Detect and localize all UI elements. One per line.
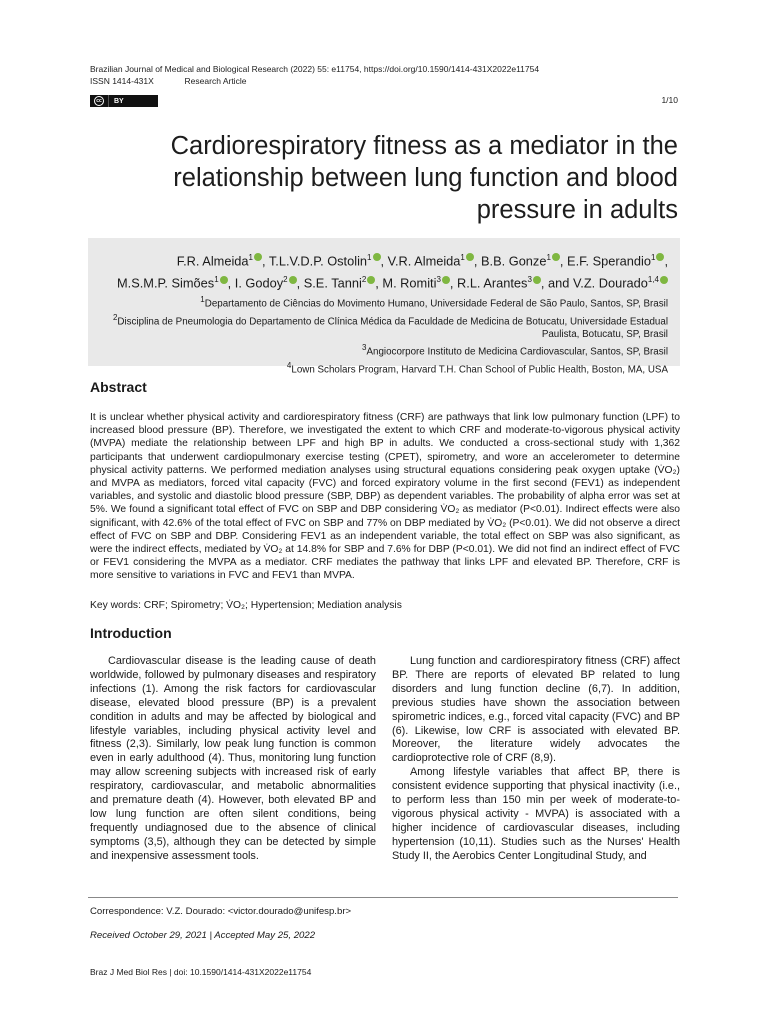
author-affiliation-sup: 1 <box>248 253 253 262</box>
author-affiliation-sup: 3 <box>436 275 441 285</box>
author-separator: , <box>559 253 568 269</box>
author-name[interactable]: V.R. Almeida <box>387 253 461 269</box>
author-separator: , <box>540 275 549 291</box>
orcid-icon[interactable] <box>552 253 560 261</box>
cc-icon: cc <box>94 96 104 106</box>
author-name[interactable]: S.E. Tanni <box>303 275 362 291</box>
affiliation-number: 3 <box>362 343 367 353</box>
author-separator: , <box>296 275 304 291</box>
cc-by-license-badge[interactable] <box>90 89 158 107</box>
author-name[interactable]: V.Z. Dourado <box>572 275 648 291</box>
author-name[interactable]: M.S.M.P. Simões <box>116 275 215 291</box>
affiliation-number: 4 <box>286 360 292 370</box>
intro-paragraph: Among lifestyle variables that affect BP, there is consistent evidence supporting that physical inactivity (i.e., to perform less than 150 min per week of moderate-to-vigorous physical activity - MVPA) is associated with a higher incidence of cardiovascular diseases, including hypertension (10,11). Studies such as the Nurses' Health Study II, the Aerobics Center Longitudinal Study, and <box>392 766 680 862</box>
author-list <box>88 248 668 293</box>
author-name[interactable]: F.R. Almeida <box>176 253 249 269</box>
affiliation <box>88 293 668 311</box>
author-affiliation-sup: 3 <box>527 275 532 285</box>
affiliation-number: 1 <box>200 295 205 304</box>
orcid-icon[interactable] <box>533 276 541 284</box>
author-separator: , <box>261 253 269 269</box>
author-name[interactable]: B.B. Gonze <box>481 253 547 269</box>
keywords: Key words: CRF; Spirometry; V̇O₂; Hypertension; Mediation analysis <box>90 600 402 611</box>
article-title: Cardiorespiratory fitness as a mediator in the relationship between lung function and blood pressure in adults <box>170 132 678 224</box>
and-word: and <box>548 275 573 291</box>
orcid-icon[interactable] <box>254 253 262 261</box>
license-by-label: BY <box>114 97 124 105</box>
author-affiliation-sup: 1 <box>650 253 656 262</box>
correspondence: Correspondence: V.Z. Dourado: <victor.dourado@unifesp.br> <box>90 906 352 917</box>
orcid-icon[interactable] <box>289 276 297 284</box>
author-affiliation-sup: 1 <box>546 253 551 262</box>
affiliation <box>88 341 668 359</box>
author-affiliation-sup: 1,4 <box>647 275 659 285</box>
article-type: Research Article <box>184 76 247 86</box>
received-accepted-dates: Received October 29, 2021 | Accepted May 25, 2022 <box>90 930 316 941</box>
affiliation-text: Disciplina de Pneumologia do Departamento de Clínica Médica da Faculdade de Medicina de Botucatu, Universidade Estadual Paulista, Botucatu, SP, Brasil <box>117 315 668 341</box>
affiliation <box>88 311 668 342</box>
author-separator: , <box>664 253 668 269</box>
author-name[interactable]: R.L. Arantes <box>457 275 528 291</box>
author-separator: , <box>449 275 458 291</box>
orcid-icon[interactable] <box>373 253 381 261</box>
author-separator: , <box>380 253 388 269</box>
orcid-icon[interactable] <box>466 253 474 261</box>
author-name[interactable]: M. Romiti <box>382 275 437 291</box>
author-affiliation-sup: 2 <box>283 275 288 285</box>
affiliation-number: 2 <box>112 312 118 322</box>
affiliation-text: Angiocorpore Instituto de Medicina Cardiovascular, Santos, SP, Brasil <box>366 346 668 358</box>
affiliation-text: Lown Scholars Program, Harvard T.H. Chan School of Public Health, Boston, MA, USA <box>291 364 668 376</box>
journal-citation-line: Brazilian Journal of Medical and Biological Research (2022) 55: e11754, https://doi.org/10.1590/1414-431X2022e11754 <box>90 64 540 74</box>
issn: ISSN 1414-431X <box>90 76 154 86</box>
author-affiliation-sup: 1 <box>367 253 372 262</box>
author-separator: , <box>375 275 383 291</box>
author-separator: , <box>227 275 235 291</box>
intro-paragraph: Cardiovascular disease is the leading cause of death worldwide, followed by pulmonary diseases and respiratory infections (1). Among the risk factors for cardiovascular disease, elevated blood pressure (BP) is a prevalent condition in adults and may be affected by biological and lifestyle variables, including physical activity level and fitness (2,3). Similarly, low peak lung function is common even in early adulthood (4). Thus, monitoring lung function may allow screening subjects with increased risk of early respiratory, cardiovascular, and metabolic abnormalities and premature death (4). However, both elevated BP and low lung function are often silent conditions, being frequently undiagnosed due to the absence of clinical symptoms (3,5), although they can be detected by simple and inexpensive assessment tools. <box>90 655 376 862</box>
abstract-text: It is unclear whether physical activity and cardiorespiratory fitness (CRF) are pathways that link low pulmonary function (LPF) to increased blood pressure (BP). Therefore, we investigated the extent to which CRF and moderate-to-vigorous physical activity (MVPA) mediate the relationship between LPF and high BP in adults. We conducted a cross-sectional study with 1,362 participants that underwent cardiopulmonary exercise testing (CPET), spirometry, and wore an accelerometer to determine physical activity patterns. We performed mediation analyses using structural equations considering peak oxygen uptake (V̇O₂) and MVPA as mediators, forced vital capacity (FVC) and forced expiratory volume in the first second (FEV1) as independent variables, and systolic and diastolic blood pressure (SBP, DBP) as dependent variables. The probability of alpha error was set at 5%. We found a significant total effect of FVC on SBP and DBP considering V̇O₂ as mediator (P<0.01). Indirect effects were also significant, with 42.6% of the total effect of FVC on SBP and 77% on DBP mediated by V̇O₂ (P<0.01). We did not observe a direct effect of FVC on SBP and DBP. Considering FEV1 as an independent variable, the total effect on SBP was also significant, as were the indirect effects, mediated by V̇O₂ at 14.8% for SBP and 7.6% for DBP (P<0.01). We did not find an indirect effect of FVC or FEV1 considering the MVPA as a mediator. CRF mediates the pathway that links LPF and elevated BP. Therefore, CRF is more sensitive to variations in FVC and FEV1 than MVPA. <box>90 412 680 582</box>
issn-line <box>90 76 246 87</box>
author-affiliation-sup: 1 <box>214 275 219 285</box>
orcid-icon[interactable] <box>220 276 228 284</box>
page-number: 1/10 <box>661 95 678 105</box>
author-affiliation-sup: 1 <box>460 253 465 262</box>
author-affiliation-sup: 2 <box>361 275 367 285</box>
footer-citation: Braz J Med Biol Res | doi: 10.1590/1414-431X2022e11754 <box>90 967 312 977</box>
affiliation-text: Departamento de Ciências do Movimento Humano, Universidade Federal de São Paulo, Santos, SP, Brasil <box>204 298 668 310</box>
intro-left-column <box>90 655 376 864</box>
affiliation-list <box>88 293 668 377</box>
author-name[interactable]: E.F. Sperandio <box>567 253 651 269</box>
affiliation <box>88 359 668 377</box>
intro-paragraph: Lung function and cardiorespiratory fitness (CRF) affect BP. There are reports of elevated BP related to lung disorders and lung function decline (6,7). In addition, previous studies have shown the association between spirometric indices, e.g., forced vital capacity (FVC) and BP (6). Likewise, low CRF is associated with elevated BP. Moreover, the literature widely advocates the cardioprotective role of CRF (8,9). <box>392 655 680 765</box>
intro-right-column <box>392 655 680 864</box>
orcid-icon[interactable] <box>660 276 668 284</box>
footnote-divider <box>88 897 678 898</box>
orcid-icon[interactable] <box>442 276 450 284</box>
author-separator: , <box>473 253 481 269</box>
author-line-2 <box>88 270 668 292</box>
author-name[interactable]: T.L.V.D.P. Ostolin <box>268 253 368 269</box>
introduction-heading: Introduction <box>90 625 172 641</box>
author-name[interactable]: I. Godoy <box>234 275 284 291</box>
abstract-heading: Abstract <box>90 379 147 395</box>
author-line-1 <box>88 248 668 270</box>
